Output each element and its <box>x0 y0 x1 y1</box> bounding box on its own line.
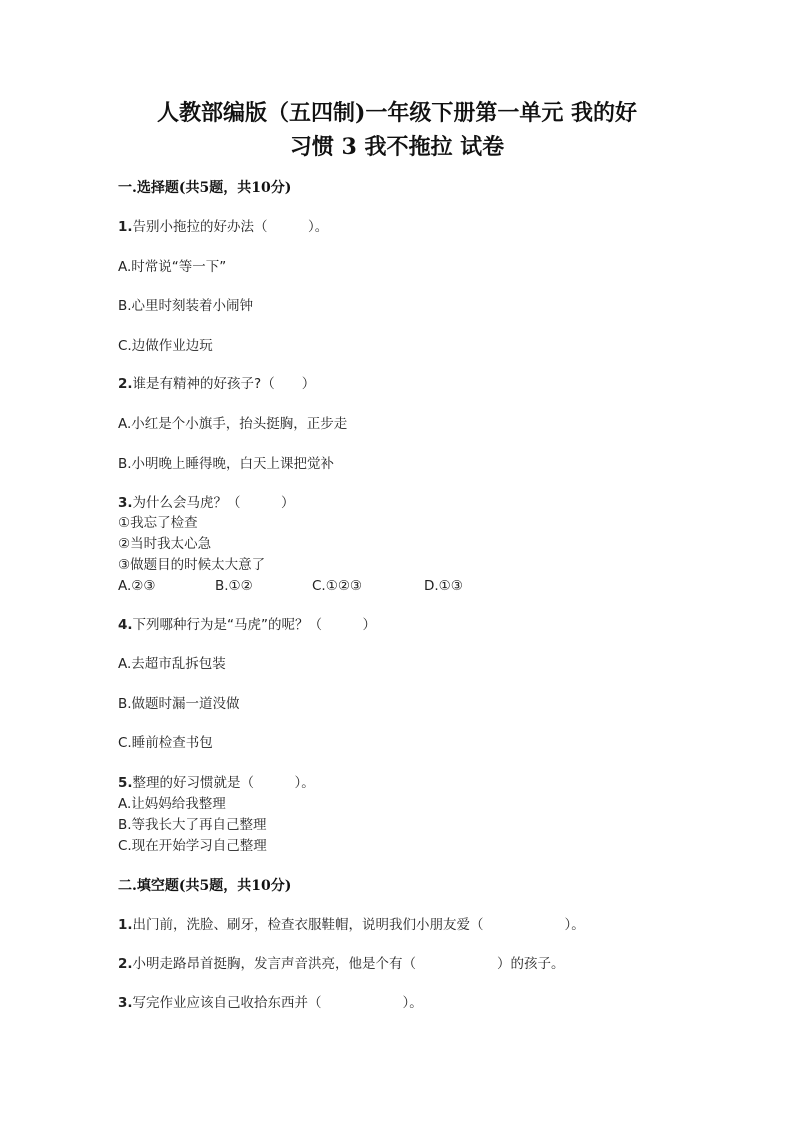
option-b: B.做题时漏一道没做 <box>118 696 240 712</box>
option-b: B.小明晚上睡得晚，白天上课把觉补 <box>118 456 335 472</box>
option-a: A.时常说“等一下” <box>118 259 227 275</box>
question-text: 出门前，洗脸、刷牙，检查衣服鞋帽，说明我们小朋友爱（ ）。 <box>132 917 585 933</box>
question-number: 2. <box>118 376 133 392</box>
statement-2: ②当时我太心急 <box>118 536 212 552</box>
fill-question-1 <box>118 915 585 935</box>
option-a: A.小红是个小旗手，抬头挺胸，正步走 <box>118 416 348 432</box>
option-c: C.现在开始学习自己整理 <box>118 838 267 854</box>
page-title-line-1: 人教部编版（五四制)一年级下册第一单元 我的好 <box>156 100 638 126</box>
question-number: 4. <box>118 617 133 633</box>
page-title-line-2: 习惯 3 我不拖拉 试卷 <box>289 134 505 160</box>
option-d: D.①③ <box>424 578 463 594</box>
question-4 <box>118 615 376 635</box>
question-text: 下列哪种行为是“马虎”的呢？（ ） <box>132 617 377 633</box>
question-number: 2. <box>118 956 133 972</box>
option-a: A.②③ <box>118 578 156 594</box>
question-text: 谁是有精神的好孩子?（ ） <box>132 376 316 392</box>
option-row <box>118 576 463 596</box>
option-a: A.去超市乱拆包装 <box>118 656 226 672</box>
question-number: 5. <box>118 775 133 791</box>
question-text: 整理的好习惯就是（ ）。 <box>132 775 315 791</box>
question-number: 1. <box>118 219 133 235</box>
question-text: 告别小拖拉的好办法（ ）。 <box>132 219 329 235</box>
question-number: 3. <box>118 995 133 1011</box>
question-text: 为什么会马虎？（ ） <box>132 495 295 511</box>
section-heading-fill-blank: 二.填空题(共5题，共10分) <box>118 878 292 894</box>
question-3 <box>118 493 295 513</box>
section-heading-choice: 一.选择题(共5题，共10分) <box>118 180 292 196</box>
question-5 <box>118 773 315 793</box>
option-a: A.让妈妈给我整理 <box>118 796 226 812</box>
statement-1: ①我忘了检查 <box>118 515 198 531</box>
question-1 <box>118 217 328 237</box>
question-number: 3. <box>118 495 133 511</box>
question-number: 1. <box>118 917 133 933</box>
question-text: 写完作业应该自己收拾东西并（ ）。 <box>132 995 423 1011</box>
fill-question-3 <box>118 993 423 1013</box>
option-b: B.①② <box>215 578 253 594</box>
question-text: 小明走路昂首挺胸，发言声音洪亮，他是个有（ ）的孩子。 <box>132 956 565 972</box>
option-c: C.①②③ <box>312 578 363 594</box>
option-c: C.边做作业边玩 <box>118 338 213 354</box>
fill-question-2 <box>118 954 565 974</box>
question-2 <box>118 374 315 394</box>
option-b: B.等我长大了再自己整理 <box>118 817 267 833</box>
option-c: C.睡前检查书包 <box>118 735 213 751</box>
statement-3: ③做题目的时候太大意了 <box>118 557 266 573</box>
option-b: B.心里时刻装着小闹钟 <box>118 298 254 314</box>
